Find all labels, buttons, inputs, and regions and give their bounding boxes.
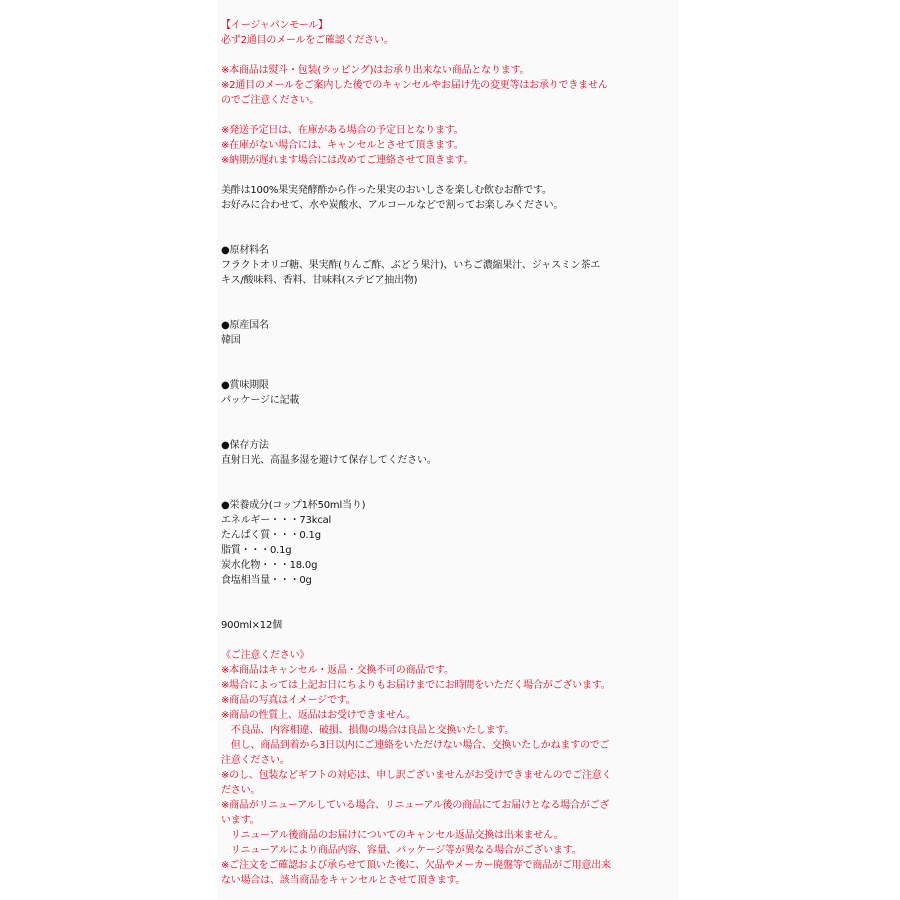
product-description-panel	[217, 0, 679, 900]
caution-line: ※場合によっては上記お日にちよりもお届けまでにお時間をいただく場合がございます。	[221, 680, 611, 691]
section-title: ●賞味期限	[221, 380, 269, 391]
caution-line: います。	[221, 815, 260, 826]
storage-section	[221, 438, 679, 468]
shop-name: 【イージャパンモール】	[221, 20, 328, 31]
ingredients-line: フラクトオリゴ糖、果実酢(りんご酢、ぶどう果汁)、いちご濃縮果汁、ジャスミン茶エ	[221, 260, 601, 271]
notice-line: ※納期が遅れます場合には改めてご連絡させて頂きます。	[221, 155, 474, 166]
nutrition-line: 脂質・・・0.1g	[221, 545, 292, 556]
storage-value: 直射日光、高温多湿を避けて保存してください。	[221, 455, 437, 466]
product-description	[217, 0, 679, 888]
notice-line: のでご注意ください。	[221, 95, 319, 106]
nutrition-line: 食塩相当量・・・0g	[221, 575, 312, 586]
caution-line: ださい。	[221, 785, 261, 796]
caution-line: ※商品の性質上、返品はお受けできません。	[221, 710, 416, 721]
caution-line: 不良品、内容相違、破損、損傷の場合は良品と交換いたします。	[221, 725, 515, 736]
expiry-value: パッケージに記載	[221, 395, 300, 406]
product-intro	[221, 183, 679, 213]
notice-line: ※在庫がない場合には、キャンセルとさせて頂きます。	[221, 140, 464, 151]
section-title: ●保存方法	[221, 440, 269, 451]
caution-line: ない場合は、該当商品をキャンセルとさせて頂きます。	[221, 875, 466, 886]
package-size: 900ml×12個	[221, 620, 282, 631]
caution-line: ※商品がリニューアルしている場合、リニューアル後の商品にてお届けとなる場合がござ	[221, 800, 610, 811]
section-title: ●栄養成分(コップ1杯50ml当り)	[221, 500, 366, 511]
header-block	[221, 18, 679, 48]
section-title: ●原材料名	[221, 245, 269, 256]
wrapping-notice-block	[221, 63, 679, 108]
caution-line: ※のし、包装などギフトの対応は、申し訳ございませんがお受けできませんのでご注意く	[221, 770, 612, 781]
caution-section	[221, 648, 679, 888]
shipping-notice-block	[221, 123, 679, 168]
notice-line: ※2通目のメールをご案内した後でのキャンセルやお届け先の変更等はお承りできません	[221, 80, 608, 91]
section-title: ●原産国名	[221, 320, 269, 331]
intro-line: お好みに合わせて、水や炭酸水、アルコールなどで割ってお楽しみください。	[221, 200, 564, 211]
ingredients-line: キス/酸味料、香料、甘味料(ステビア抽出物)	[221, 275, 418, 286]
caution-line: ※本商品はキャンセル・返品・交換不可の商品です。	[221, 665, 454, 676]
nutrition-line: たんぱく質・・・0.1g	[221, 530, 321, 541]
nutrition-line: 炭水化物・・・18.0g	[221, 560, 318, 571]
expiry-section	[221, 378, 679, 408]
caution-line: ※ご注文をご確認および承らせて頂いた後に、欠品やメーカー廃盤等で商品がご用意出来	[221, 860, 611, 871]
caution-line: ※商品の写真はイメージです。	[221, 695, 356, 706]
nutrition-line: エネルギー・・・73kcal	[221, 515, 332, 526]
origin-value: 韓国	[221, 335, 241, 346]
caution-line: リニューアルにより商品内容、容量、パッケージ等が異なる場合がございます。	[221, 845, 582, 856]
origin-section	[221, 318, 679, 348]
notice-line: ※本商品は熨斗・包装(ラッピング)はお承り出来ない商品となります。	[221, 65, 530, 76]
intro-line: 美酢は100%果実発酵酢から作った果実のおいしさを楽しむ飲むお酢です。	[221, 185, 552, 196]
caution-line: 但し、商品到着から3日以内にご連絡をいただけない場合、交換いたしかねますのでご	[221, 740, 610, 751]
notice-line: ※発送予定日は、在庫がある場合の予定日となります。	[221, 125, 464, 136]
mail-notice: 必ず2通目のメールをご確認ください。	[221, 35, 394, 46]
nutrition-section	[221, 498, 679, 588]
ingredients-section	[221, 243, 679, 288]
caution-line: 注意ください。	[221, 755, 290, 766]
caution-title: 《ご注意ください》	[221, 650, 310, 661]
caution-line: リニューアル後商品のお届けについてのキャンセル返品交換は出来ません。	[221, 830, 564, 841]
